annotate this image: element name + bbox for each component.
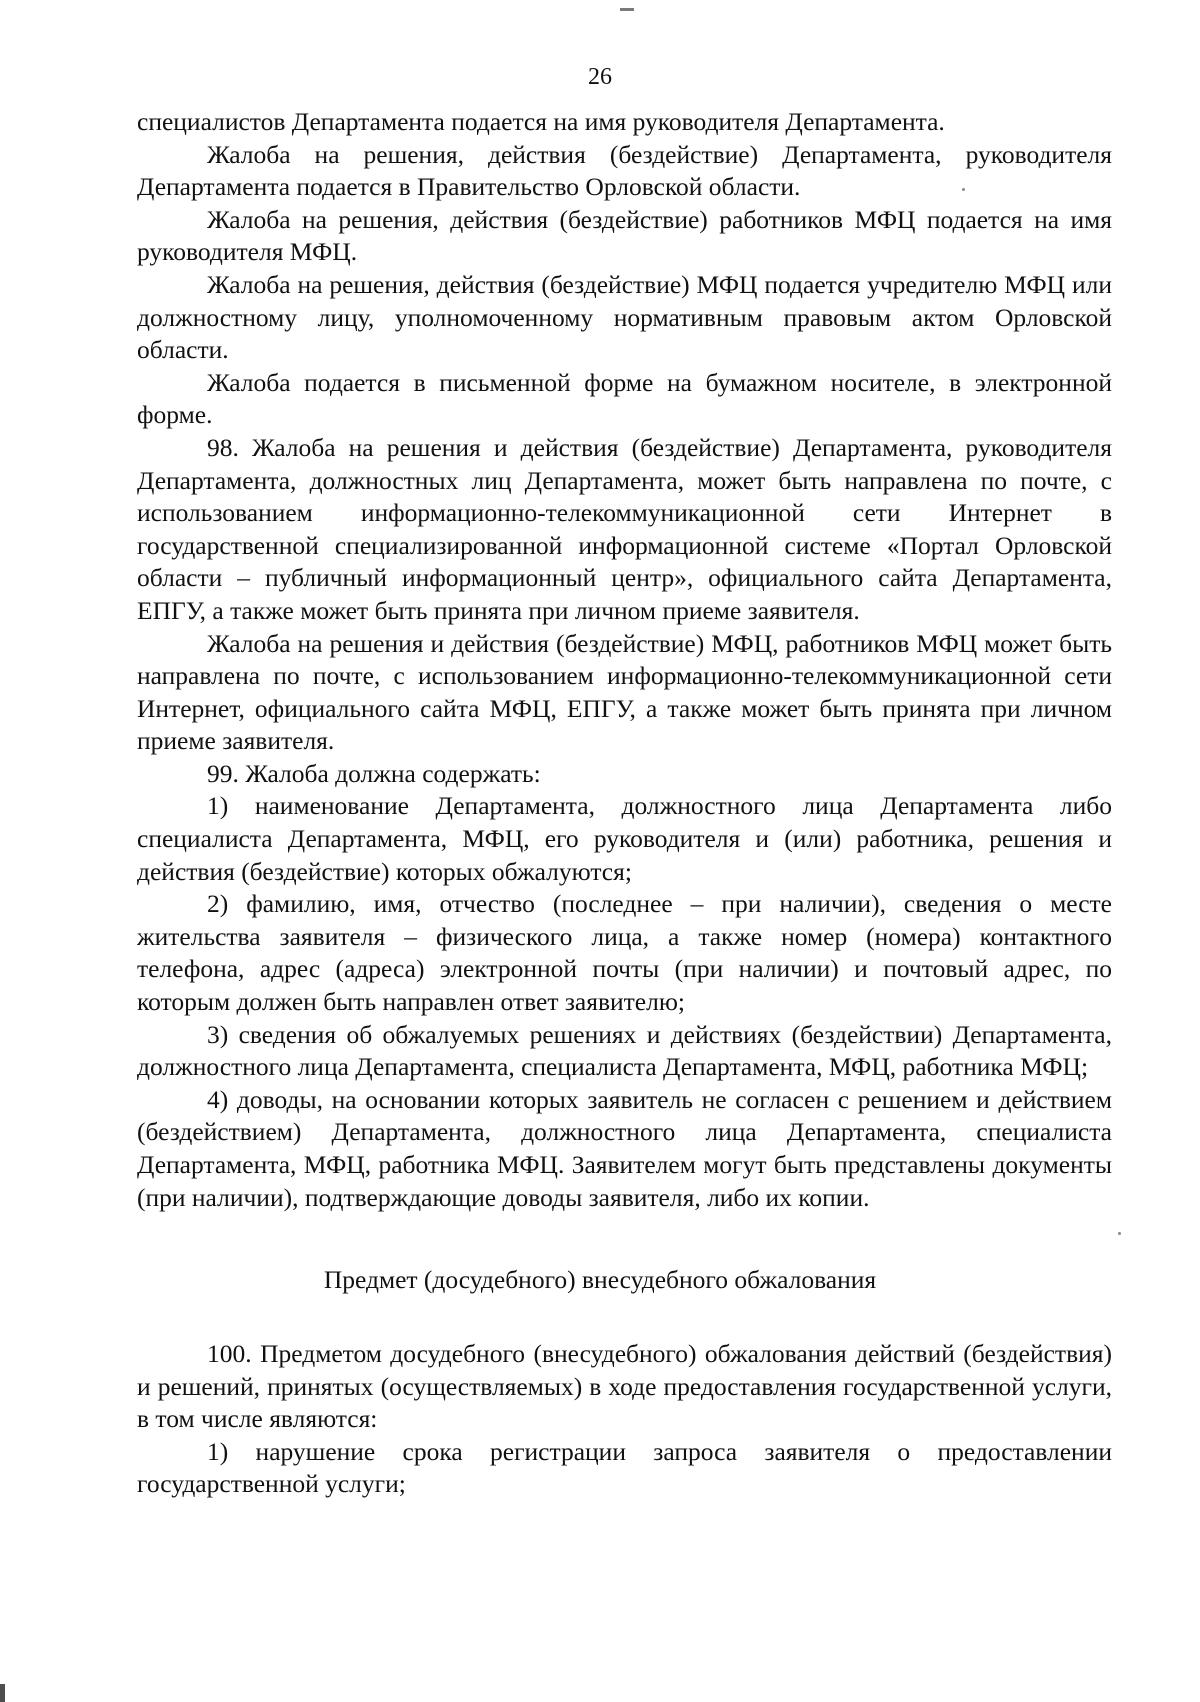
section-heading: Предмет (досудебного) внесудебного обжалования	[323, 1265, 877, 1294]
scan-artifact-mark	[0, 1684, 5, 1702]
page-number: 26	[588, 64, 612, 90]
paragraph: Жалоба на решения, действия (бездействие) Департамента, руководителя Департамента подается в Правительство Орловской области.	[137, 139, 1112, 202]
body-text-bottom	[137, 1338, 1112, 1501]
paragraph-clause-100: 100. Предметом досудебного (внесудебного) обжалования действий (бездействия) и решений, принятых (осуществляемых) в ходе предоставления государственной услуги, в том числе являются:	[137, 1339, 1112, 1434]
scan-artifact-mark	[620, 8, 634, 11]
paragraph: Жалоба на решения и действия (бездействие) МФЦ, работников МФЦ может быть направлена по почте, с использованием информационно-телекоммуникационной сети Интернет, официального сайта МФЦ, ЕПГУ, а также может быть принята при личном приеме заявителя.	[137, 628, 1112, 756]
paragraph: специалистов Департамента подается на имя руководителя Департамента.	[137, 107, 945, 136]
list-item: 2) фамилию, имя, отчество (последнее – при наличии), сведения о месте жительства заявителя – физического лица, а также номер (номера) контактного телефона, адрес (адреса) электронной почты (при наличии) и почтовый адрес, по которым должен быть направлен ответ заявителю;	[137, 889, 1112, 1017]
paragraph: Жалоба подается в письменной форме на бумажном носителе, в электронной форме.	[137, 367, 1112, 430]
list-item: 3) сведения об обжалуемых решениях и действиях (бездействии) Департамента, должностного лица Департамента, специалиста Департамента, МФЦ, работника МФЦ;	[137, 1019, 1112, 1082]
paragraph-clause-99: 99. Жалоба должна содержать:	[207, 758, 541, 788]
paragraph-clause-98: 98. Жалоба на решения и действия (бездействие) Департамента, руководителя Департамента, должностных лиц Департамента, может быть направлена по почте, с использованием информационно-телекоммуникационной сети Интернет в государственной специализированной информационной системе «Портал Орловской области – публичный информационный центр», официального сайта Департамента, ЕПГУ, а также может быть принята при личном приеме заявителя.	[137, 432, 1112, 625]
paragraph: Жалоба на решения, действия (бездействие) работников МФЦ подается на имя руководителя МФЦ.	[137, 204, 1112, 267]
paragraph: Жалоба на решения, действия (бездействие) МФЦ подается учредителю МФЦ или должностному лицу, уполномоченному нормативным правовым актом Орловской области.	[137, 269, 1112, 365]
list-item: 1) наименование Департамента, должностного лица Департамента либо специалиста Департамента, МФЦ, его руководителя и (или) работника, решения и действия (бездействие) которых обжалуются;	[137, 791, 1112, 886]
list-item: 4) доводы, на основании которых заявитель не согласен с решением и действием (бездействием) Департамента, должностного лица Департамента, специалиста Департамента, МФЦ, работника МФЦ. Заявителем могут быть представлены документы (при наличии), подтверждающие доводы заявителя, либо их копии.	[137, 1084, 1112, 1212]
body-text-top	[137, 106, 1112, 1214]
list-item: 1) нарушение срока регистрации запроса заявителя о предоставлении государственной услуги;	[137, 1436, 1112, 1499]
scan-artifact-dot	[1118, 1232, 1121, 1235]
